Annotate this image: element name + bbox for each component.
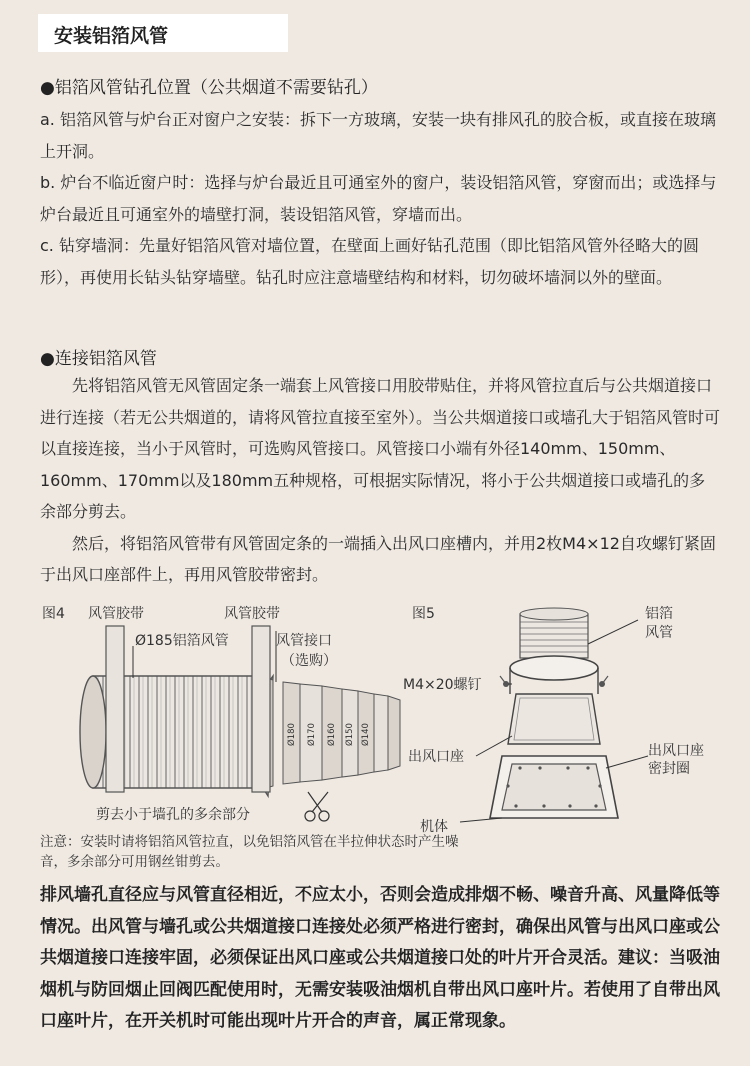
connector-label-line1: 风管接口 <box>276 633 332 649</box>
foil-label-line1: 铝箔 <box>645 606 673 622</box>
foil-label-line2: 风管 <box>645 625 673 641</box>
figure5-outlet-diagram <box>420 596 720 831</box>
cut-label: 剪去小于墙孔的多余部分 <box>96 807 250 823</box>
size-label-160: Ø160 <box>327 723 337 746</box>
size-label-170: Ø170 <box>307 723 317 746</box>
item-c-label: c. 钻穿墙洞： <box>40 236 139 255</box>
page-title: 安装铝箔风管 <box>54 25 169 47</box>
seal-label-line1: 出风口座 <box>648 743 704 759</box>
tape-label-1: 风管胶带 <box>88 606 144 622</box>
body-label: 机体 <box>420 819 448 835</box>
scissors-icon <box>305 792 329 821</box>
section1-heading: ●铝箔风管钻孔位置（公共烟道不需要钻孔） <box>40 78 378 98</box>
item-a <box>40 104 720 167</box>
item-b-label: b. 炉台不临近窗户时： <box>40 173 205 192</box>
item-c-text: 先量好铝箔风管对墙位置，在壁面上画好钻孔范围（即比铝箔风管外径略大的圆形），再使用长钻头钻穿墙壁。钻孔时应注意墙壁结构和材料，切勿破坏墙洞以外的壁面。 <box>40 236 699 287</box>
figure4-label: 图4 <box>42 606 65 622</box>
item-c <box>40 230 720 293</box>
item-a-label: a. 铝箔风管与炉台正对窗户之安装： <box>40 110 300 129</box>
screw-label: M4×20螺钉 <box>403 677 482 693</box>
size-label-180: Ø180 <box>287 723 297 746</box>
final-paragraph: 排风墙孔直径应与风管直径相近，不应太小，否则会造成排烟不畅、噪音升高、风量降低等情况。出风管与墙孔或公共烟道接口连接处必须严格进行密封，确保出风管与出风口座或公共烟道接口连接牢固，必须保证出风口座或公共烟道接口处的叶片开合灵活。建议：当吸油烟机与防回烟止回阀匹配使用时，无需安装吸油烟机自带出风口座叶片。若使用了自带出风口座叶片，在开关机时可能出现叶片开合的声音，属正常现象。 <box>40 885 720 1031</box>
seal-label-line2: 密封圈 <box>648 761 690 777</box>
install-note: 注意：安装时请将铝箔风管拉直，以免铝箔风管在半拉伸状态时产生噪音，多余部分可用钢丝钳剪去。 <box>40 834 459 870</box>
size-label-150: Ø150 <box>345 723 355 746</box>
tape-label-2: 风管胶带 <box>224 606 280 622</box>
item-a-text: 拆下一方玻璃，安装一块有排风孔的胶合板，或直接在玻璃上开洞。 <box>40 110 716 161</box>
tape-strip-left <box>106 626 124 792</box>
duct-label: Ø185铝箔风管 <box>135 633 229 649</box>
item-b <box>40 167 720 230</box>
tape-strip-right <box>252 626 270 792</box>
section2-body <box>40 370 720 591</box>
section2-heading: ●连接铝箔风管 <box>40 349 157 369</box>
section1-body <box>40 104 720 293</box>
section2-para2: 然后，将铝箔风管带有风管固定条的一端插入出风口座槽内，并用2枚M4×12自攻螺钉紧固于出风口座部件上，再用风管胶带密封。 <box>40 533 716 584</box>
figure5-label: 图5 <box>412 606 435 622</box>
section2-para1: 先将铝箔风管无风管固定条一端套上风管接口用胶带贴住，并将风管拉直后与公共烟道接口进行连接（若无公共烟道的，请将风管拉直接至室外）。当公共烟道接口或墙孔大于铝箔风管时可以直接连接，当小于风管时，可选购风管接口。风管接口小端有外径140mm、150mm、160mm、170mm以及180mm五种规格，可根据实际情况，将小于公共烟道接口或墙孔的多余部分剪去。 <box>40 376 721 521</box>
outlet-label: 出风口座 <box>408 749 464 765</box>
item-b-text: 选择与炉台最近且可通室外的窗户，装设铝箔风管，穿窗而出；或选择与炉台最近且可通室外的墙壁打洞，装设铝箔风管，穿墙而出。 <box>40 173 717 224</box>
connector-label-line2: （选购） <box>281 653 337 669</box>
size-label-140: Ø140 <box>361 723 371 746</box>
